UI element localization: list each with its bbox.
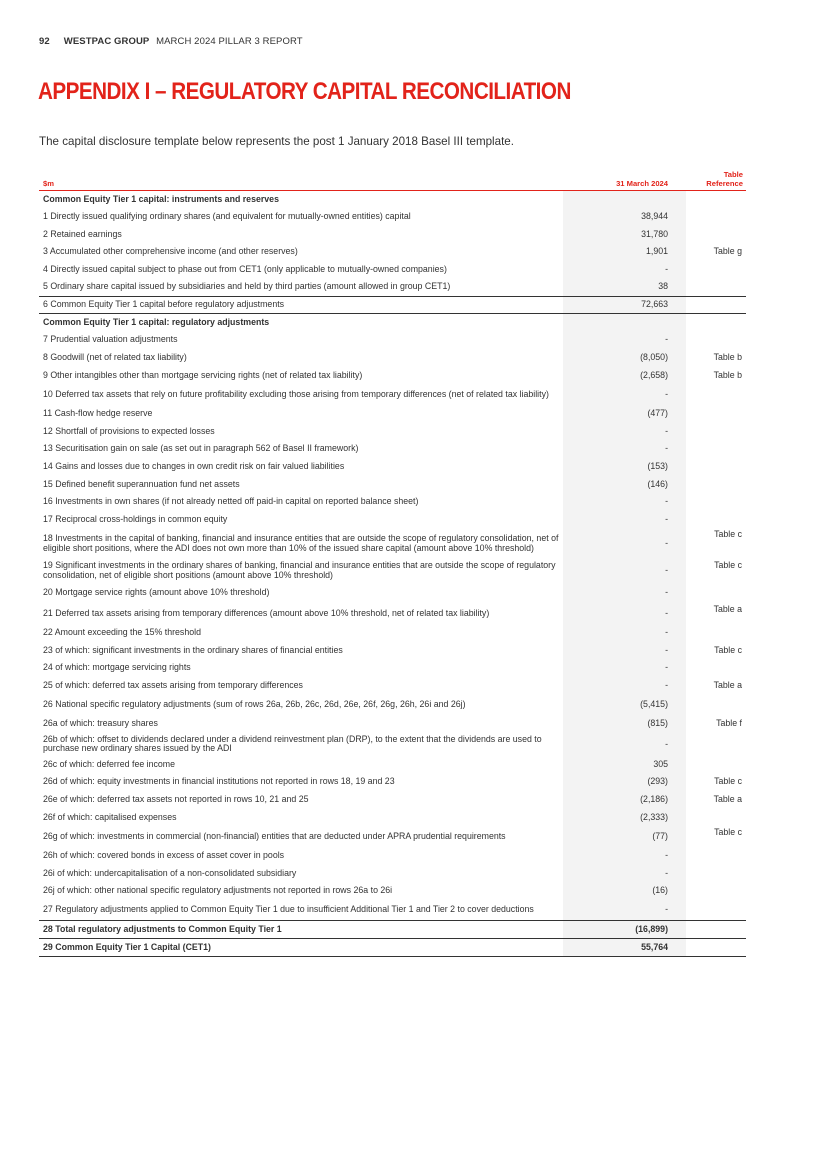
- table-row: [39, 349, 746, 367]
- table-row: [39, 882, 746, 900]
- table-row: [39, 603, 746, 624]
- row-value: (8,050): [563, 349, 686, 367]
- row-value: (16,899): [563, 921, 686, 939]
- row-label: 26h of which: covered bonds in excess of asset cover in pools: [43, 850, 285, 861]
- row-reference: [686, 226, 746, 244]
- table-row: [39, 773, 746, 791]
- row-label: 9 Other intangibles other than mortgage servicing rights (net of related tax liability): [43, 369, 363, 380]
- row-label: 27 Regulatory adjustments applied to Common Equity Tier 1 due to insufficient Additional Tier 1 and Tier 2 to cover deductions: [43, 904, 534, 915]
- row-value: 1,901: [563, 243, 686, 261]
- row-value: -: [563, 511, 686, 529]
- row-label: 26j of which: other national specific regulatory adjustments not reported in rows 26a to 26i: [43, 885, 393, 896]
- intro-text: The capital disclosure template below represents the post 1 January 2018 Basel III template.: [39, 135, 514, 148]
- row-value: -: [563, 603, 686, 624]
- table-row: [39, 493, 746, 511]
- row-value: -: [563, 900, 686, 921]
- table-row: [39, 208, 746, 226]
- table-row: [39, 826, 746, 847]
- table-row: [39, 440, 746, 458]
- row-label: 26f of which: capitalised expenses: [43, 811, 177, 822]
- table-row: [39, 659, 746, 677]
- row-label: 20 Mortgage service rights (amount above 10% threshold): [43, 586, 270, 597]
- row-label: 10 Deferred tax assets that rely on future profitability excluding those arising from temporary differences (net of related tax liability): [43, 388, 549, 399]
- row-label: 26i of which: undercapitalisation of a non-consolidated subsidiary: [43, 867, 297, 878]
- row-label: 18 Investments in the capital of banking, financial and insurance entities that are outside the scope of regulatory consolidation, net of eligible short positions, where the ADI does not own more than 10% of the issued share capital (amount above 10% threshold): [43, 533, 559, 553]
- row-reference: [686, 733, 746, 756]
- row-label: 26b of which: offset to dividends declared under a dividend reinvestment plan (DRP), to the extent that the dividends are used to purchase new ordinary shares issued by the ADI: [43, 733, 542, 754]
- row-label: Common Equity Tier 1 capital: regulatory adjustments: [39, 314, 563, 332]
- row-value: 31,780: [563, 226, 686, 244]
- row-reference: Table b: [713, 351, 742, 362]
- row-value: (5,415): [563, 694, 686, 715]
- row-label: 22 Amount exceeding the 15% threshold: [43, 627, 201, 638]
- table-row: [39, 642, 746, 660]
- table-row: [39, 791, 746, 809]
- row-value: (815): [563, 715, 686, 733]
- table-row: [39, 191, 746, 209]
- page-title: APPENDIX I – REGULATORY CAPITAL RECONCILIATION: [38, 78, 571, 105]
- header-label: $m: [39, 166, 563, 191]
- row-label: 3 Accumulated other comprehensive income (and other reserves): [43, 246, 298, 257]
- row-label: 11 Cash-flow hedge reserve: [43, 408, 153, 419]
- row-value: -: [563, 642, 686, 660]
- row-value: -: [563, 331, 686, 349]
- row-label: 5 Ordinary share capital issued by subsidiaries and held by third parties (amount allowed in group CET1): [43, 281, 451, 292]
- row-value: (2,658): [563, 366, 686, 384]
- row-value: (2,333): [563, 809, 686, 827]
- row-label: 24 of which: mortgage servicing rights: [43, 662, 191, 673]
- row-value: 38,944: [563, 208, 686, 226]
- row-reference: [686, 261, 746, 279]
- row-value: [563, 314, 686, 332]
- row-label: 26d of which: equity investments in financial institutions not reported in rows 18, 19 and 23: [43, 776, 395, 787]
- table-header-row: [39, 166, 746, 191]
- row-reference: Table f: [716, 718, 742, 729]
- row-label: 26a of which: treasury shares: [43, 718, 158, 729]
- row-label: 2 Retained earnings: [43, 228, 122, 239]
- row-reference: [686, 475, 746, 493]
- row-label: 26c of which: deferred fee income: [43, 758, 176, 769]
- row-reference: Table a: [713, 794, 742, 805]
- table-row: [39, 261, 746, 279]
- row-value: -: [563, 677, 686, 695]
- row-value: (146): [563, 475, 686, 493]
- row-label: 15 Defined benefit superannuation fund net assets: [43, 478, 240, 489]
- row-value: -: [563, 423, 686, 441]
- row-reference: Table c: [714, 529, 742, 540]
- row-value: (293): [563, 773, 686, 791]
- row-label: 7 Prudential valuation adjustments: [43, 334, 178, 345]
- row-value: (477): [563, 405, 686, 423]
- page-header: [39, 36, 303, 47]
- row-label: 19 Significant investments in the ordinary shares of banking, financial and insurance entities that are outside the scope of regulatory consolidation, net of eligible short positions (amount above 10% threshold): [43, 560, 556, 580]
- row-value: (16): [563, 882, 686, 900]
- row-value: 38: [563, 278, 686, 296]
- row-reference: [686, 423, 746, 441]
- row-reference: Table a: [713, 679, 742, 690]
- row-label: 21 Deferred tax assets arising from temporary differences (amount above 10% threshold, net of related tax liability): [43, 607, 490, 618]
- row-label: 6 Common Equity Tier 1 capital before regulatory adjustments: [39, 296, 563, 314]
- row-label: 13 Securitisation gain on sale (as set out in paragraph 562 of Basel II framework): [43, 443, 359, 454]
- row-value: [563, 191, 686, 209]
- table-row: [39, 405, 746, 423]
- row-value: 72,663: [563, 296, 686, 314]
- table-row: [39, 939, 746, 957]
- row-reference: Table g: [713, 246, 742, 257]
- row-reference: [686, 659, 746, 677]
- row-reference: [686, 582, 746, 603]
- row-reference: [686, 331, 746, 349]
- row-value: -: [563, 733, 686, 756]
- row-label: 14 Gains and losses due to changes in own credit risk on fair valued liabilities: [43, 460, 345, 471]
- row-reference: [686, 493, 746, 511]
- row-label: 16 Investments in own shares (if not already netted off paid-in capital on reported balance sheet): [43, 496, 419, 507]
- page-number: 92: [39, 36, 50, 47]
- row-reference: [686, 405, 746, 423]
- table-row: [39, 900, 746, 921]
- row-reference: Table c: [714, 560, 742, 571]
- row-value: -: [563, 384, 686, 405]
- table-row: [39, 756, 746, 774]
- table-row: [39, 528, 746, 559]
- table-row: [39, 847, 746, 865]
- table-row: [39, 226, 746, 244]
- row-reference: [686, 208, 746, 226]
- table-row: [39, 624, 746, 642]
- table-row: [39, 423, 746, 441]
- row-reference: [686, 847, 746, 865]
- row-reference: [686, 694, 746, 715]
- row-value: -: [563, 582, 686, 603]
- row-reference: [686, 921, 746, 939]
- row-label: 26 National specific regulatory adjustments (sum of rows 26a, 26b, 26c, 26d, 26e, 26f, 26g, 26h, 26i and 26j): [43, 699, 466, 710]
- row-reference: [686, 384, 746, 405]
- row-reference: [686, 440, 746, 458]
- table-row: [39, 582, 746, 603]
- row-value: -: [563, 865, 686, 883]
- table-row: [39, 314, 746, 332]
- row-value: 55,764: [563, 939, 686, 957]
- table-row: [39, 865, 746, 883]
- row-label: 8 Goodwill (net of related tax liability): [43, 351, 187, 362]
- table-row: [39, 694, 746, 715]
- table-body: [39, 191, 746, 957]
- table-row: [39, 921, 746, 939]
- row-value: -: [563, 261, 686, 279]
- row-value: (2,186): [563, 791, 686, 809]
- row-reference: [686, 511, 746, 529]
- row-label: 26e of which: deferred tax assets not reported in rows 10, 21 and 25: [43, 794, 309, 805]
- table-row: [39, 331, 746, 349]
- header-reference-line2: Reference: [706, 179, 743, 188]
- table-row: [39, 475, 746, 493]
- table-row: [39, 243, 746, 261]
- capital-reconciliation-table: [39, 166, 746, 957]
- row-reference: Table b: [713, 369, 742, 380]
- table-row: [39, 278, 746, 296]
- row-label: 26g of which: investments in commercial (non-financial) entities that are deducted under APRA prudential requirements: [43, 830, 506, 841]
- row-label: 17 Reciprocal cross-holdings in common equity: [43, 513, 228, 524]
- row-label: 1 Directly issued qualifying ordinary shares (and equivalent for mutually-owned entities) capital: [43, 211, 411, 222]
- row-reference: [686, 314, 746, 332]
- row-value: (77): [563, 826, 686, 847]
- table-row: [39, 733, 746, 756]
- row-value: -: [563, 847, 686, 865]
- row-label: 25 of which: deferred tax assets arising from temporary differences: [43, 679, 303, 690]
- report-name: MARCH 2024 PILLAR 3 REPORT: [156, 36, 303, 47]
- table-row: [39, 296, 746, 314]
- brand-name: WESTPAC GROUP: [63, 36, 150, 47]
- row-reference: [686, 624, 746, 642]
- row-value: (153): [563, 458, 686, 476]
- row-value: 305: [563, 756, 686, 774]
- row-value: -: [563, 624, 686, 642]
- header-value: 31 March 2024: [563, 166, 686, 191]
- table-row: [39, 366, 746, 384]
- row-value: -: [563, 493, 686, 511]
- header-reference-line1: Table: [723, 170, 743, 179]
- row-reference: [686, 458, 746, 476]
- row-value: -: [563, 440, 686, 458]
- table-row: [39, 458, 746, 476]
- row-reference: [686, 939, 746, 957]
- row-reference: [686, 756, 746, 774]
- table-row: [39, 559, 746, 582]
- row-reference: [686, 882, 746, 900]
- row-label: 28 Total regulatory adjustments to Common Equity Tier 1: [39, 921, 563, 939]
- row-reference: Table c: [714, 644, 742, 655]
- row-reference: [686, 191, 746, 209]
- table-row: [39, 809, 746, 827]
- row-label: 29 Common Equity Tier 1 Capital (CET1): [39, 939, 563, 957]
- row-value: -: [563, 659, 686, 677]
- table-row: [39, 384, 746, 405]
- row-label: 12 Shortfall of provisions to expected losses: [43, 425, 215, 436]
- row-reference: Table a: [713, 604, 742, 614]
- row-reference: [686, 865, 746, 883]
- row-reference: Table c: [714, 827, 742, 838]
- row-reference: [686, 900, 746, 921]
- row-label: 23 of which: significant investments in the ordinary shares of financial entities: [43, 644, 343, 655]
- row-reference: [686, 278, 746, 296]
- row-label: Common Equity Tier 1 capital: instruments and reserves: [43, 193, 279, 204]
- row-reference: [686, 809, 746, 827]
- row-value: -: [563, 559, 686, 582]
- row-reference: [686, 296, 746, 314]
- row-label: 4 Directly issued capital subject to phase out from CET1 (only applicable to mutually-owned companies): [43, 263, 447, 274]
- row-reference: Table c: [714, 776, 742, 787]
- row-value: -: [563, 528, 686, 559]
- table-row: [39, 715, 746, 733]
- header-reference: [686, 166, 746, 191]
- table-row: [39, 677, 746, 695]
- table-row: [39, 511, 746, 529]
